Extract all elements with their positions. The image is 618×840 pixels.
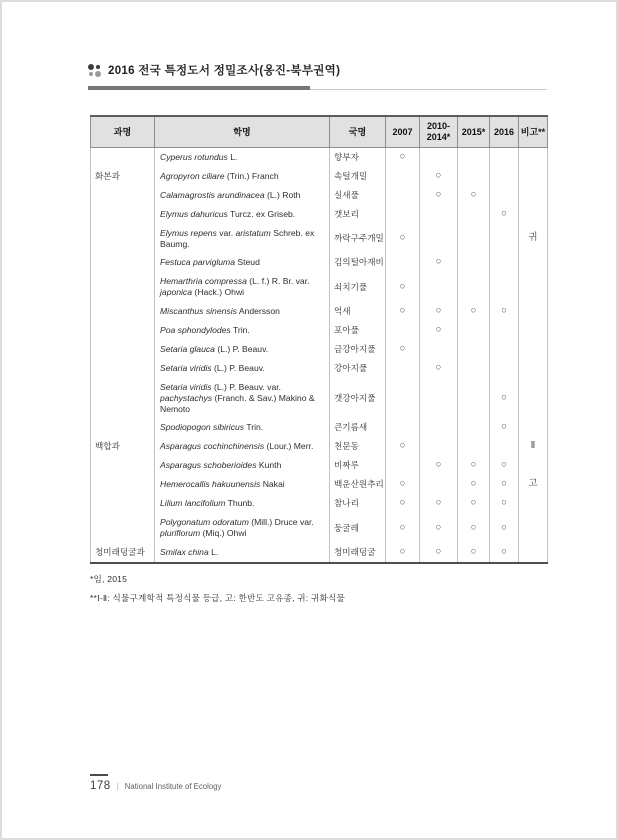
- table-header-row: [91, 116, 548, 148]
- korean-name-cell: 까락구주개밀: [330, 224, 386, 254]
- korean-name-cell: 갯강아지풀: [330, 378, 386, 418]
- mark-cell-y2016: [490, 148, 519, 167]
- remark-cell: [519, 205, 548, 224]
- table-row: [91, 437, 548, 456]
- family-cell: [91, 340, 155, 359]
- family-cell: 백합과: [91, 437, 155, 456]
- mark-cell-y2007: [386, 418, 420, 437]
- mark-cell-y2016: ○: [490, 378, 519, 418]
- column-header-name: 학명: [155, 116, 330, 148]
- family-cell: [91, 378, 155, 418]
- mark-cell-y2015: [458, 437, 490, 456]
- table-row: [91, 186, 548, 205]
- scientific-name-cell: Elymus dahuricus Turcz. ex Griseb.: [155, 205, 330, 224]
- mark-cell-y2015: ○: [458, 186, 490, 205]
- mark-cell-y2007: [386, 167, 420, 186]
- korean-name-cell: 쇠치기풀: [330, 272, 386, 302]
- korean-name-cell: 속털개밀: [330, 167, 386, 186]
- mark-cell-y2016: [490, 340, 519, 359]
- mark-cell-y2007: ○: [386, 302, 420, 321]
- korean-name-cell: 청미래덩굴: [330, 543, 386, 563]
- korean-name-cell: 금강아지풀: [330, 340, 386, 359]
- mark-cell-y2015: [458, 418, 490, 437]
- mark-cell-y2007: ○: [386, 437, 420, 456]
- scientific-name-cell: Hemerocallis hakuunensis Nakai: [155, 475, 330, 494]
- scientific-name-cell: Setaria viridis (L.) P. Beauv. var. pachystachys (Franch. & Sav.) Makino & Nemoto: [155, 378, 330, 418]
- mark-cell-y2016: [490, 186, 519, 205]
- mark-cell-y2015: [458, 224, 490, 254]
- korean-name-cell: 참나리: [330, 494, 386, 513]
- table-row: [91, 224, 548, 254]
- footnote-legend: **Ⅰ-Ⅱ: 식물구계학적 특정식물 등급, 고: 한반도 고유종, 귀: 귀화식물: [90, 592, 345, 603]
- table-row: [91, 418, 548, 437]
- scientific-name-cell: Setaria viridis (L.) P. Beauv.: [155, 359, 330, 378]
- scientific-name-cell: Asparagus cochinchinensis (Lour.) Merr.: [155, 437, 330, 456]
- table-body: [91, 148, 548, 563]
- scientific-name-cell: Hemarthria compressa (L. f.) R. Br. var. japonica (Hack.) Ohwi: [155, 272, 330, 302]
- mark-cell-y2010: ○: [420, 321, 458, 340]
- table-row: [91, 321, 548, 340]
- scientific-name-cell: Elymus repens var. aristatum Schreb. ex Baumg.: [155, 224, 330, 254]
- mark-cell-y2010: [420, 378, 458, 418]
- family-cell: [91, 253, 155, 272]
- footnotes: [90, 573, 547, 604]
- page-footer: [90, 774, 221, 792]
- korean-name-cell: 천문동: [330, 437, 386, 456]
- remark-cell: [519, 148, 548, 167]
- table-row: [91, 456, 548, 475]
- mark-cell-y2007: ○: [386, 340, 420, 359]
- family-cell: [91, 205, 155, 224]
- remark-cell: [519, 302, 548, 321]
- scientific-name-cell: Setaria glauca (L.) P. Beauv.: [155, 340, 330, 359]
- remark-cell: [519, 418, 548, 437]
- mark-cell-y2016: ○: [490, 456, 519, 475]
- family-cell: [91, 224, 155, 254]
- mark-cell-y2007: ○: [386, 513, 420, 543]
- remark-cell: [519, 321, 548, 340]
- mark-cell-y2015: ○: [458, 456, 490, 475]
- mark-cell-y2010: ○: [420, 302, 458, 321]
- column-header-remark: 비고**: [519, 116, 548, 148]
- mark-cell-y2007: ○: [386, 272, 420, 302]
- table-row: [91, 205, 548, 224]
- mark-cell-y2010: ○: [420, 543, 458, 563]
- korean-name-cell: 둥굴레: [330, 513, 386, 543]
- table-row: [91, 378, 548, 418]
- mark-cell-y2015: [458, 272, 490, 302]
- family-cell: [91, 321, 155, 340]
- table-row: [91, 494, 548, 513]
- mark-cell-y2007: [386, 456, 420, 475]
- remark-cell: Ⅱ: [519, 437, 548, 456]
- korean-name-cell: 갯보리: [330, 205, 386, 224]
- mark-cell-y2016: ○: [490, 475, 519, 494]
- mark-cell-y2007: ○: [386, 224, 420, 254]
- family-cell: [91, 418, 155, 437]
- mark-cell-y2010: [420, 224, 458, 254]
- mark-cell-y2015: [458, 378, 490, 418]
- column-header-korean: 국명: [330, 116, 386, 148]
- korean-name-cell: 백운산원추리: [330, 475, 386, 494]
- korean-name-cell: 강아지풀: [330, 359, 386, 378]
- header-dots-icon: [88, 64, 101, 77]
- scientific-name-cell: Smilax china L.: [155, 543, 330, 563]
- remark-cell: [519, 272, 548, 302]
- scientific-name-cell: Spodiopogon sibiricus Trin.: [155, 418, 330, 437]
- footer-separator-icon: |: [116, 782, 119, 791]
- korean-name-cell: 비짜루: [330, 456, 386, 475]
- table-row: [91, 167, 548, 186]
- mark-cell-y2010: ○: [420, 186, 458, 205]
- mark-cell-y2010: [420, 272, 458, 302]
- mark-cell-y2015: ○: [458, 475, 490, 494]
- family-cell: 화본과: [91, 167, 155, 186]
- mark-cell-y2010: ○: [420, 167, 458, 186]
- mark-cell-y2016: ○: [490, 418, 519, 437]
- table-row: [91, 513, 548, 543]
- publisher-name: National Institute of Ecology: [124, 782, 222, 791]
- remark-cell: [519, 167, 548, 186]
- mark-cell-y2007: [386, 378, 420, 418]
- footnote-source: *임, 2015: [90, 573, 128, 584]
- scientific-name-cell: Agropyron ciliare (Trin.) Franch: [155, 167, 330, 186]
- family-cell: [91, 513, 155, 543]
- remark-cell: [519, 494, 548, 513]
- table-header: [91, 116, 548, 148]
- table-row: [91, 359, 548, 378]
- mark-cell-y2015: ○: [458, 494, 490, 513]
- remark-cell: 귀: [519, 224, 548, 254]
- page-number: 178: [90, 780, 111, 792]
- mark-cell-y2015: ○: [458, 543, 490, 563]
- page-content: [90, 115, 547, 611]
- mark-cell-y2007: [386, 205, 420, 224]
- mark-cell-y2007: [386, 186, 420, 205]
- mark-cell-y2007: ○: [386, 494, 420, 513]
- mark-cell-y2015: [458, 321, 490, 340]
- mark-cell-y2015: ○: [458, 513, 490, 543]
- mark-cell-y2010: ○: [420, 253, 458, 272]
- mark-cell-y2016: [490, 253, 519, 272]
- mark-cell-y2016: ○: [490, 302, 519, 321]
- column-header-family: 과명: [91, 116, 155, 148]
- mark-cell-y2010: ○: [420, 359, 458, 378]
- family-cell: [91, 186, 155, 205]
- remark-cell: [519, 186, 548, 205]
- column-header-y2016: 2016: [490, 116, 519, 148]
- mark-cell-y2007: ○: [386, 475, 420, 494]
- footer-rule: [90, 774, 108, 776]
- table-row: [91, 253, 548, 272]
- family-cell: [91, 494, 155, 513]
- scientific-name-cell: Cyperus rotundus L.: [155, 148, 330, 167]
- column-header-y2015: 2015*: [458, 116, 490, 148]
- mark-cell-y2016: [490, 359, 519, 378]
- remark-cell: [519, 340, 548, 359]
- scientific-name-cell: Festuca parvigluma Steud: [155, 253, 330, 272]
- family-cell: [91, 272, 155, 302]
- mark-cell-y2015: ○: [458, 302, 490, 321]
- scientific-name-cell: Lilium lancifolium Thunb.: [155, 494, 330, 513]
- mark-cell-y2007: ○: [386, 543, 420, 563]
- column-header-y2010: 2010-2014*: [420, 116, 458, 148]
- mark-cell-y2010: ○: [420, 513, 458, 543]
- mark-cell-y2010: [420, 437, 458, 456]
- header-divider-dark-segment: [88, 86, 310, 90]
- mark-cell-y2015: [458, 340, 490, 359]
- mark-cell-y2010: [420, 148, 458, 167]
- mark-cell-y2010: [420, 475, 458, 494]
- page-title: 2016 전국 특정도서 정밀조사(옹진-북부권역): [108, 65, 341, 77]
- mark-cell-y2016: [490, 321, 519, 340]
- mark-cell-y2016: ○: [490, 543, 519, 563]
- mark-cell-y2007: [386, 359, 420, 378]
- remark-cell: [519, 456, 548, 475]
- mark-cell-y2016: ○: [490, 494, 519, 513]
- family-cell: [91, 359, 155, 378]
- remark-cell: [519, 359, 548, 378]
- table-row: [91, 340, 548, 359]
- family-cell: [91, 302, 155, 321]
- mark-cell-y2007: ○: [386, 148, 420, 167]
- table-row: [91, 475, 548, 494]
- remark-cell: 고: [519, 475, 548, 494]
- mark-cell-y2015: [458, 148, 490, 167]
- korean-name-cell: 향부자: [330, 148, 386, 167]
- family-cell: 청미래덩굴과: [91, 543, 155, 563]
- korean-name-cell: 큰기름새: [330, 418, 386, 437]
- mark-cell-y2010: [420, 418, 458, 437]
- header-divider: [88, 85, 547, 90]
- family-cell: [91, 148, 155, 167]
- column-header-y2007: 2007: [386, 116, 420, 148]
- family-cell: [91, 475, 155, 494]
- mark-cell-y2007: [386, 321, 420, 340]
- mark-cell-y2016: [490, 437, 519, 456]
- mark-cell-y2015: [458, 253, 490, 272]
- korean-name-cell: 포아풀: [330, 321, 386, 340]
- remark-cell: [519, 543, 548, 563]
- remark-cell: [519, 378, 548, 418]
- mark-cell-y2015: [458, 359, 490, 378]
- mark-cell-y2016: [490, 224, 519, 254]
- table-row: [91, 148, 548, 167]
- mark-cell-y2016: [490, 272, 519, 302]
- remark-cell: [519, 253, 548, 272]
- mark-cell-y2016: ○: [490, 513, 519, 543]
- running-head: [88, 62, 547, 90]
- mark-cell-y2016: [490, 167, 519, 186]
- mark-cell-y2015: [458, 167, 490, 186]
- korean-name-cell: 실새풀: [330, 186, 386, 205]
- scientific-name-cell: Polygonatum odoratum (Mill.) Druce var. pluriflorum (Miq.) Ohwi: [155, 513, 330, 543]
- table-row: [91, 543, 548, 563]
- table-row: [91, 302, 548, 321]
- mark-cell-y2010: [420, 340, 458, 359]
- family-cell: [91, 456, 155, 475]
- table-row: [91, 272, 548, 302]
- species-table: [90, 115, 548, 564]
- remark-cell: [519, 513, 548, 543]
- korean-name-cell: 김의털아재비: [330, 253, 386, 272]
- korean-name-cell: 억새: [330, 302, 386, 321]
- mark-cell-y2007: [386, 253, 420, 272]
- scientific-name-cell: Calamagrostis arundinacea (L.) Roth: [155, 186, 330, 205]
- mark-cell-y2010: ○: [420, 494, 458, 513]
- mark-cell-y2010: ○: [420, 456, 458, 475]
- mark-cell-y2010: [420, 205, 458, 224]
- scientific-name-cell: Poa sphondylodes Trin.: [155, 321, 330, 340]
- scientific-name-cell: Miscanthus sinensis Andersson: [155, 302, 330, 321]
- scientific-name-cell: Asparagus schoberioides Kunth: [155, 456, 330, 475]
- mark-cell-y2015: [458, 205, 490, 224]
- mark-cell-y2016: ○: [490, 205, 519, 224]
